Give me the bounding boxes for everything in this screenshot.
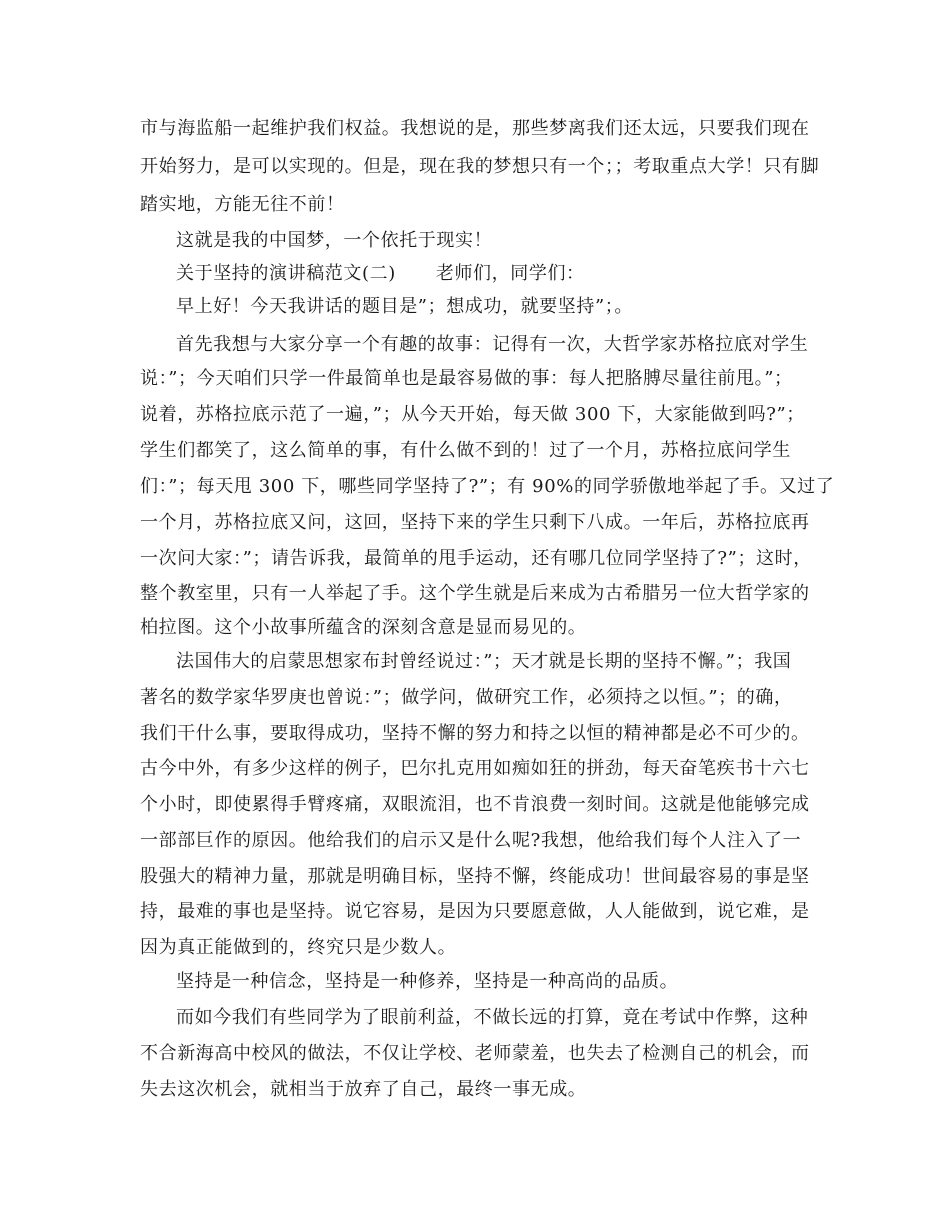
paragraph-line: 早上好！今天我讲话的题目是”；想成功，就要坚持”；。 [176,296,634,317]
paragraph-line: 踏实地，方能无往不前！ [140,194,345,215]
section-title: 关于坚持的演讲稿范文(二) [176,263,396,284]
paragraph-line: 学生们都笑了，这么简单的事，有什么做不到的！过了一个月，苏格拉底问学生 [140,440,791,461]
paragraph-line: 个小时，即使累得手臂疼痛，双眼流泪，也不肯浪费一刻时间。这就是他能够完成 [140,794,810,815]
paragraph-line: 而如今我们有些同学为了眼前利益，不做长远的打算，竟在考试中作弊，这种 [176,1007,809,1028]
paragraph-line: 持，最难的事也是坚持。说它容易，是因为只要愿意做，人人能做到，说它难，是 [140,901,810,922]
paragraph-line: 首先我想与大家分享一个有趣的故事：记得有一次，大哲学家苏格拉底对学生 [176,334,809,355]
paragraph-line: 股强大的精神力量，那就是明确目标，坚持不懈，终能成功！世间最容易的事是坚 [140,866,810,887]
paragraph-line: 市与海监船一起维护我们权益。我想说的是，那些梦离我们还太远，只要我们现在 [140,118,810,139]
paragraph-line: 一部部巨作的原因。他给我们的启示又是什么呢?我想，他给我们每个人注入了一 [140,830,802,851]
paragraph-line: 们：”；每天甩 300 下，哪些同学坚持了?”；有 90%的同学骄傲地举起了手。又过了 [140,476,835,497]
paragraph-line: 开始努力，是可以实现的。但是，现在我的梦想只有一个；；考取重点大学！只有脚 [140,156,820,177]
paragraph-line: 柏拉图。这个小故事所蕴含的深刻含意是显而易见的。 [140,617,587,638]
paragraph-line: 法国伟大的启蒙思想家布封曾经说过：”；天才就是长期的坚持不懈。”；我国 [176,651,792,672]
salutation: 老师们，同学们： [435,263,585,284]
paragraph-line: 说着，苏格拉底示范了一遍，”；从今天开始，每天做 300 下，大家能做到吗?”； [140,404,805,425]
paragraph-line: 这就是我的中国梦，一个依托于现实！ [176,230,493,251]
paragraph-line: 一次问大家：”；请告诉我，最简单的甩手运动，还有哪几位同学坚持了?”；这时， [140,548,812,569]
paragraph-line: 一个月，苏格拉底又问，这回，坚持下来的学生只剩下八成。一年后，苏格拉底再 [140,512,810,533]
paragraph-line: 古今中外，有多少这样的例子，巴尔扎克用如痴如狂的拼劲，每天奋笔疾书十六七 [140,758,810,779]
paragraph-line: 著名的数学家华罗庚也曾说：”；做学问，做研究工作，必须持之以恒。”；的确， [140,687,793,708]
paragraph-line: 坚持是一种信念，坚持是一种修养，坚持是一种高尚的品质。 [176,971,679,992]
paragraph-line: 不合新海高中校风的做法，不仅让学校、老师蒙羞，也失去了检测自己的机会，而 [140,1043,810,1064]
paragraph-line: 整个教室里，只有一人举起了手。这个学生就是后来成为古希腊另一位大哲学家的 [140,583,810,604]
paragraph-line: 失去这次机会，就相当于放弃了自己，最终一事无成。 [140,1079,587,1100]
paragraph-line: 说：”；今天咱们只学一件最简单也是最容易做的事：每人把胳膊尽量往前甩。”； [140,368,793,389]
section-title-line [176,262,820,286]
paragraph-line: 我们干什么事，要取得成功，坚持不懈的努力和持之以恒的精神都是必不可少的。 [140,723,810,744]
paragraph-line: 因为真正能做到的，终究只是少数人。 [140,937,457,958]
